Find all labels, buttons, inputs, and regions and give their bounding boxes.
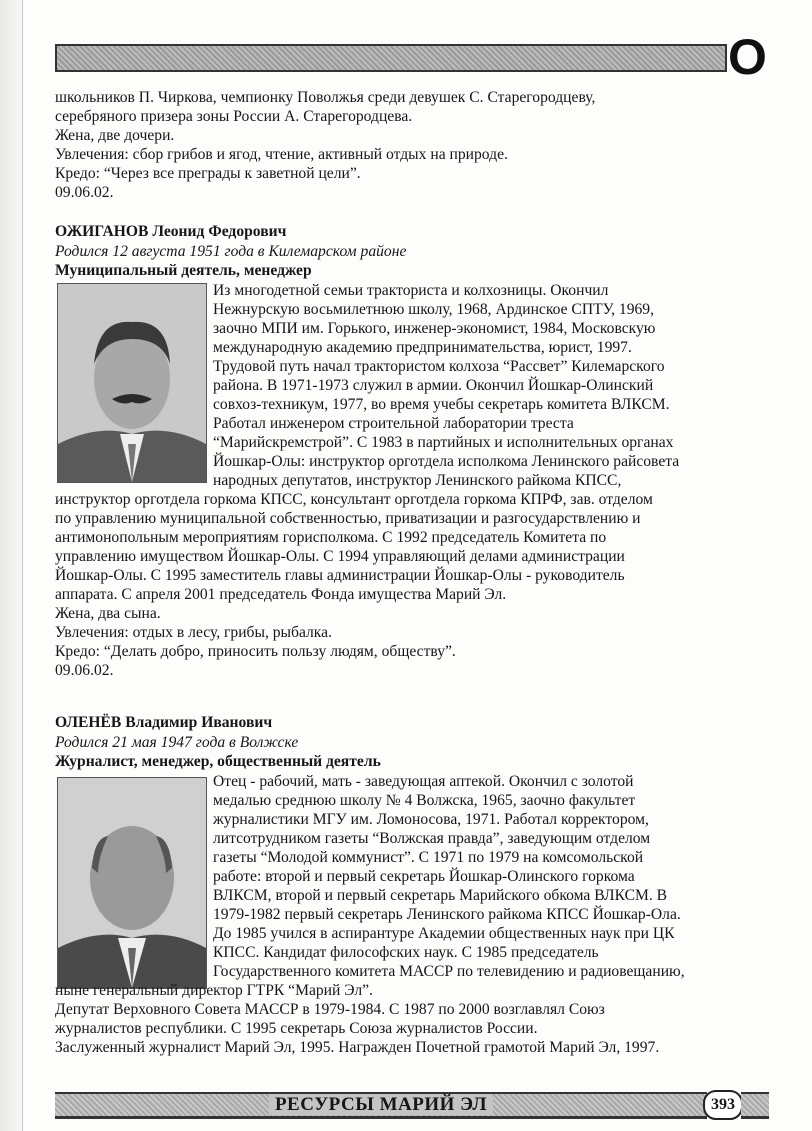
text-line: Работал инженером строительной лаборатории треста — [213, 414, 574, 432]
section-letter: О — [728, 29, 767, 85]
text-line: ВЛКСМ, второй и первый секретарь Марийского обкома ВЛКСМ. В — [213, 886, 668, 904]
text-line: Жена, две дочери. — [55, 127, 175, 144]
text-line: Кредо: “Делать добро, приносить пользу людям, обществу”. — [55, 642, 456, 660]
person-name: ОЖИГАНОВ Леонид Федорович — [55, 223, 287, 240]
text-line: района. В 1971-1973 служил в армии. Окончил Йошкар-Олинский — [213, 376, 654, 394]
text-line: инструктор орготдела горкома КПСС, консультант орготдела горкома КПРФ, зав. отделом — [55, 490, 653, 508]
birth-info: Родился 12 августа 1951 года в Килемарском районе — [55, 242, 407, 260]
text-line: Йошкар-Олы. С 1995 заместитель главы администрации Йошкар-Олы - руководитель — [55, 566, 625, 584]
text-line: Йошкар-Олы: инструктор орготдела исполкома Ленинского райсовета — [213, 452, 680, 470]
text-line: литсотрудником газеты “Волжская правда”, заведующим отделом — [213, 829, 651, 847]
text-line: по управлению муниципальной собственностью, приватизации и разгосударствлению и — [55, 509, 641, 527]
text-line: работе: второй и первый секретарь Йошкар-Олинского горкома — [213, 867, 635, 885]
intro-text — [55, 88, 595, 202]
text-line: Отец - рабочий, мать - заведующая аптекой. Окончил с золотой — [213, 772, 634, 790]
profession: Муниципальный деятель, менеджер — [55, 262, 312, 279]
text-line: управлению имуществом Йошкар-Олы. С 1994 управляющий делами администрации — [55, 547, 625, 565]
text-line: народных депутатов, инструктор Ленинского райкома КПСС, — [213, 471, 622, 489]
text-line: ныне генеральный директор ГТРК “Марий Эл”. — [55, 981, 373, 999]
text-line: серебряного призера зоны России А. Старегородцева. — [55, 108, 413, 125]
text-line: журналистики МГУ им. Ломоносова, 1971. Работал корректором, — [213, 810, 649, 828]
birth-info: Родился 21 мая 1947 года в Волжске — [55, 733, 299, 751]
text-line: школьников П. Чиркова, чемпионку Поволжья среди девушек С. Старегородцеву, — [55, 89, 596, 106]
text-line: антимонопольным мероприятиям горисполкома. С 1992 председатель Комитета по — [55, 528, 607, 546]
text-line: 1979-1982 первый секретарь Ленинского райкома КПСС Йошкар-Ола. — [213, 905, 681, 923]
text-line: Кредо: “Через все преграды к заветной цели”. — [55, 165, 361, 182]
text-line: 09.06.02. — [55, 184, 114, 201]
text-line: 09.06.02. — [55, 661, 114, 679]
text-line: заочно МПИ им. Горького, инженер-экономист, 1984, Московскую — [213, 319, 656, 337]
text-line: Жена, два сына. — [55, 604, 161, 622]
text-line: медалью среднюю школу № 4 Волжска, 1965, заочно факультет — [213, 791, 636, 809]
text-line: совхоз-техникум, 1977, во время учебы секретарь комитета ВЛКСМ. — [213, 395, 670, 413]
text-line: газеты “Молодой коммунист”. С 1971 по 1979 на комсомольской — [213, 848, 644, 866]
text-line: Заслуженный журналист Марий Эл, 1995. Награжден Почетной грамотой Марий Эл, 1997. — [55, 1038, 660, 1056]
text-line: Нежнурскую восьмилетнюю школу, 1968, Ардинское СПТУ, 1969, — [213, 300, 655, 318]
text-line: Из многодетной семьи тракториста и колхозницы. Окончил — [213, 281, 609, 299]
text-line: До 1985 учился в аспирантуре Академии общественных наук при ЦК — [213, 924, 675, 942]
profession: Журналист, менеджер, общественный деятель — [55, 753, 381, 770]
text-line: “Марийскремстрой”. С 1983 в партийных и исполнительных органах — [213, 433, 674, 451]
scan-edge — [0, 0, 23, 1131]
text-line: Трудовой путь начал трактористом колхоза “Рассвет” Килемарского — [213, 357, 665, 375]
entry-ozhiganov — [55, 222, 679, 680]
text-line: аппарата. С апреля 2001 председатель Фонда имущества Марий Эл. — [55, 585, 507, 603]
footer-bar-end — [741, 1092, 769, 1119]
text-line: Депутат Верховного Совета МАССР в 1979-1984. С 1987 по 2000 возглавлял Союз — [55, 1000, 605, 1018]
text-line: Государственного комитета МАССР по телевидению и радиовещанию, — [213, 962, 685, 980]
footer-title: РЕСУРСЫ МАРИЙ ЭЛ — [269, 1094, 493, 1115]
text-line: журналистов республики. С 1995 секретарь Союза журналистов России. — [55, 1019, 538, 1037]
text-line: КПСС. Кандидат философских наук. С 1985 председатель — [213, 943, 599, 961]
person-name: ОЛЕНЁВ Владимир Иванович — [55, 714, 273, 731]
footer-bar — [55, 1092, 707, 1119]
text-line: Увлечения: сбор грибов и ягод, чтение, активный отдых на природе. — [55, 146, 508, 163]
entry-olenev — [55, 713, 685, 1057]
header-bar — [55, 44, 727, 72]
text-line: международную академию предпринимательства, юрист, 1997. — [213, 338, 632, 356]
text-line: Увлечения: отдых в лесу, грибы, рыбалка. — [55, 623, 332, 641]
page-number: 393 — [703, 1090, 743, 1120]
